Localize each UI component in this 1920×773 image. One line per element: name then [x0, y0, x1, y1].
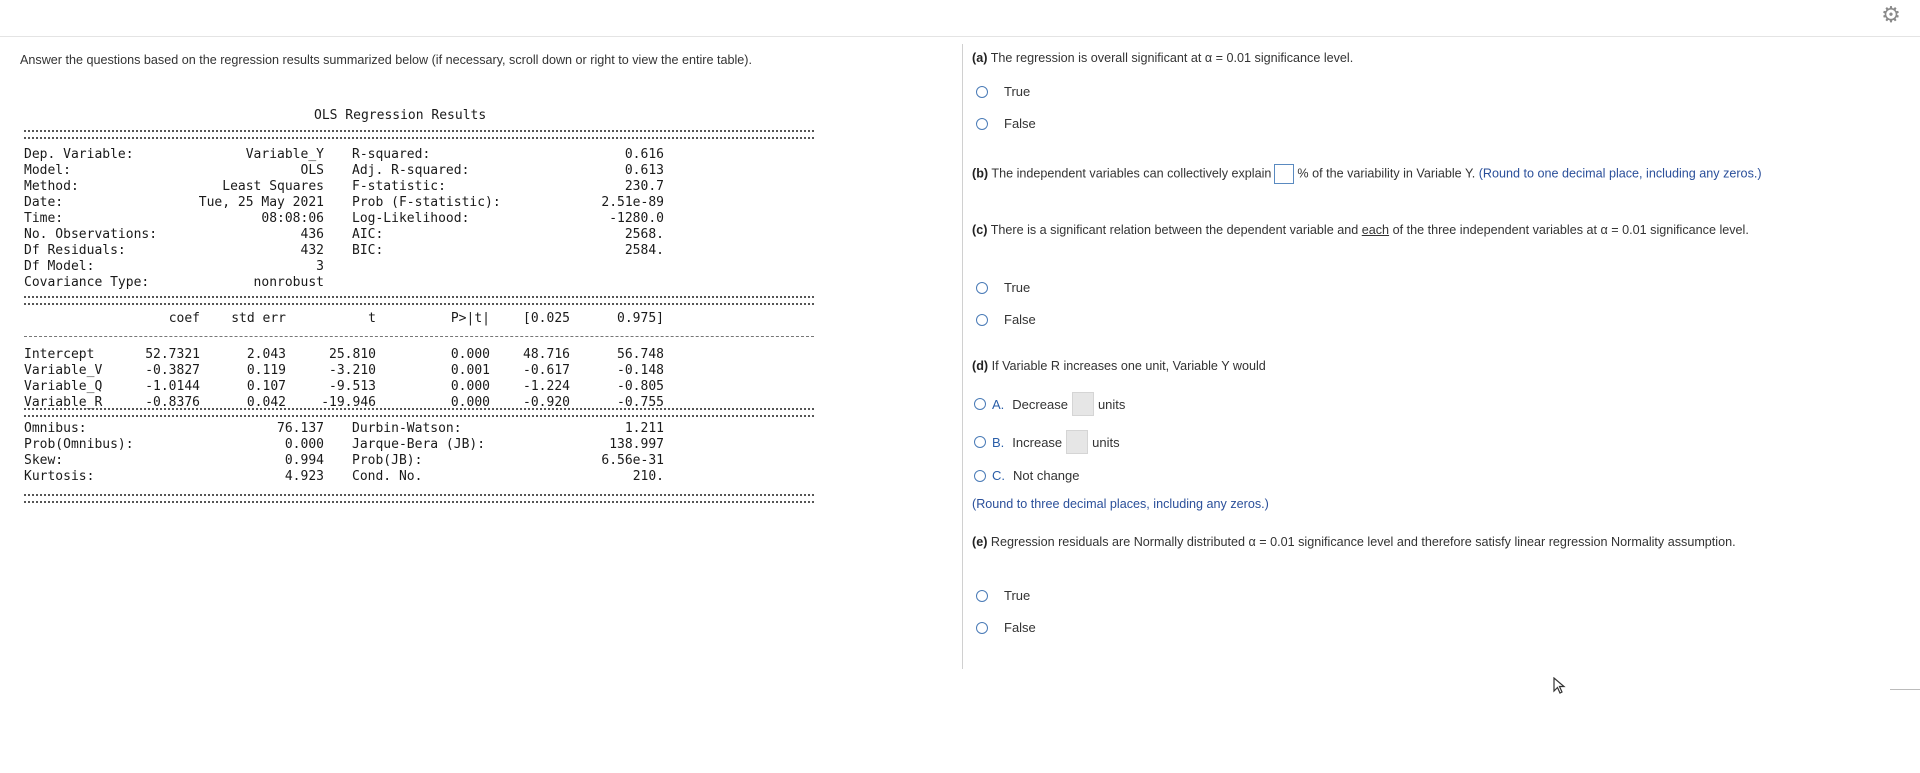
radio-circle-icon[interactable] [976, 590, 988, 602]
column-header: std err [231, 311, 286, 326]
summary-label: No. Observations: [24, 227, 158, 242]
summary-value: 436 [300, 227, 324, 242]
answer-input-d-a[interactable] [1072, 392, 1094, 416]
coef-cell: -0.920 [523, 395, 570, 410]
diag-label: Skew: [24, 453, 64, 468]
diag-value: 0.994 [284, 453, 324, 468]
radio-a-false[interactable]: False [976, 116, 1036, 131]
summary-value: -1280.0 [609, 211, 664, 226]
question-d: (d) If Variable R increases one unit, Variable Y would [972, 359, 1266, 373]
summary-label: Prob (F-statistic): [352, 195, 501, 210]
summary-label: F-statistic: [352, 179, 446, 194]
summary-label: Df Residuals: [24, 243, 126, 258]
summary-label: Date: [24, 195, 64, 210]
coef-cell: -1.0144 [145, 379, 200, 394]
coef-cell: 0.000 [450, 395, 490, 410]
summary-label: Time: [24, 211, 64, 226]
coef-row-name: Intercept [24, 347, 95, 362]
column-header: P>|t| [450, 311, 490, 326]
question-d-note: (Round to three decimal places, including any zeros.) [972, 497, 1269, 511]
divider-line [1890, 689, 1920, 690]
coef-cell: -19.946 [321, 395, 376, 410]
diag-value: 138.997 [609, 437, 664, 452]
diag-label: Omnibus: [24, 421, 87, 436]
coef-cell: -1.224 [523, 379, 570, 394]
summary-label: Model: [24, 163, 71, 178]
question-a: (a) The regression is overall significant at α = 0.01 significance level. [972, 51, 1354, 65]
diag-label: Prob(JB): [352, 453, 423, 468]
diag-value: 1.211 [624, 421, 664, 436]
column-header: [0.025 [523, 311, 570, 326]
summary-value: 0.613 [624, 163, 664, 178]
summary-value: Least Squares [222, 179, 324, 194]
question-stem [20, 52, 950, 484]
gear-icon[interactable]: ⚙ [1881, 2, 1901, 27]
radio-c-false[interactable]: False [976, 312, 1036, 327]
radio-circle-icon[interactable] [974, 436, 986, 448]
summary-value: OLS [300, 163, 324, 178]
coef-cell: -9.513 [329, 379, 376, 394]
answer-input-b[interactable] [1274, 164, 1294, 184]
coef-row-name: Variable_Q [24, 379, 103, 394]
coef-cell: 0.000 [450, 347, 490, 362]
diag-label: Jarque-Bera (JB): [352, 437, 486, 452]
coef-cell: 0.000 [450, 379, 490, 394]
option-d-c[interactable]: C. Not change [974, 468, 1080, 483]
radio-e-true[interactable]: True [976, 588, 1030, 603]
coef-cell: 52.7321 [145, 347, 200, 362]
diag-label: Cond. No. [352, 469, 423, 484]
table-rule [24, 130, 814, 139]
coef-cell: 0.042 [246, 395, 286, 410]
summary-label: AIC: [352, 227, 384, 242]
coef-row-name: Variable_V [24, 363, 103, 378]
diag-value: 76.137 [277, 421, 324, 436]
coef-cell: 0.119 [246, 363, 286, 378]
table-rule [24, 296, 814, 305]
panel-divider [962, 44, 963, 669]
radio-circle-icon[interactable] [974, 470, 986, 482]
table-rule [24, 336, 814, 337]
summary-value: 0.616 [624, 147, 664, 162]
radio-circle-icon[interactable] [976, 282, 988, 294]
radio-c-true[interactable]: True [976, 280, 1030, 295]
top-bar [0, 0, 1920, 37]
radio-circle-icon[interactable] [976, 118, 988, 130]
coef-cell: -0.8376 [145, 395, 200, 410]
summary-value: 432 [300, 243, 324, 258]
answer-input-d-b[interactable] [1066, 430, 1088, 454]
coef-cell: -0.3827 [145, 363, 200, 378]
question-e: (e) Regression residuals are Normally distributed α = 0.01 significance level and therefore satisfy linear regression Normality assumption. [972, 535, 1736, 549]
coef-cell: -0.148 [617, 363, 664, 378]
diag-value: 0.000 [284, 437, 324, 452]
coef-cell: 0.001 [450, 363, 490, 378]
summary-value: Tue, 25 May 2021 [198, 195, 324, 210]
column-header: coef [168, 311, 200, 326]
coef-cell: 25.810 [329, 347, 376, 362]
summary-value: Variable_Y [245, 147, 324, 162]
summary-label: Log-Likelihood: [352, 211, 470, 226]
summary-label: Adj. R-squared: [352, 163, 470, 178]
diag-value: 6.56e-31 [601, 453, 664, 468]
instructions-text: Answer the questions based on the regression results summarized below (if necessary, scroll down or right to view the entire table). [20, 53, 752, 67]
summary-label: Dep. Variable: [24, 147, 134, 162]
coef-cell: -3.210 [329, 363, 376, 378]
coef-cell: 56.748 [617, 347, 664, 362]
table-rule [24, 494, 814, 503]
coef-cell: 2.043 [246, 347, 286, 362]
summary-value: 08:08:06 [261, 211, 324, 226]
coef-cell: 48.716 [523, 347, 570, 362]
summary-label: Df Model: [24, 259, 95, 274]
summary-label: BIC: [352, 243, 384, 258]
question-b: (b) The independent variables can collectively explain % of the variability in Variable Y. (Round to one decimal place, including any zeros.) [972, 164, 1912, 184]
summary-value: 2568. [624, 227, 664, 242]
diag-label: Kurtosis: [24, 469, 95, 484]
radio-circle-icon[interactable] [974, 398, 986, 410]
option-d-b[interactable]: B. Increase units [974, 430, 1120, 454]
radio-a-true[interactable]: True [976, 84, 1030, 99]
coef-cell: -0.617 [523, 363, 570, 378]
table-rule [24, 408, 814, 417]
summary-label: Method: [24, 179, 79, 194]
ols-title: OLS Regression Results [314, 108, 487, 123]
coef-cell: 0.107 [246, 379, 286, 394]
column-header: 0.975] [617, 311, 664, 326]
radio-circle-icon[interactable] [976, 314, 988, 326]
question-c: (c) There is a significant relation between the dependent variable and each of the three independent variables at α = 0.01 significance level. [972, 223, 1749, 237]
coef-row-name: Variable_R [24, 395, 103, 410]
column-header: t [368, 311, 376, 326]
summary-value: 3 [316, 259, 324, 274]
option-d-a[interactable]: A. Decrease units [974, 392, 1125, 416]
mouse-pointer-icon [1553, 677, 1567, 695]
diag-value: 210. [632, 469, 664, 484]
diag-label: Prob(Omnibus): [24, 437, 134, 452]
radio-e-false[interactable]: False [976, 620, 1036, 635]
radio-circle-icon[interactable] [976, 86, 988, 98]
radio-circle-icon[interactable] [976, 622, 988, 634]
coef-cell: -0.805 [617, 379, 664, 394]
summary-value: 230.7 [624, 179, 664, 194]
summary-label: Covariance Type: [24, 275, 150, 290]
summary-label: R-squared: [352, 147, 431, 162]
summary-value: nonrobust [253, 275, 324, 290]
coef-cell: -0.755 [617, 395, 664, 410]
diag-value: 4.923 [284, 469, 324, 484]
diag-label: Durbin-Watson: [352, 421, 462, 436]
summary-value: 2.51e-89 [601, 195, 664, 210]
summary-value: 2584. [624, 243, 664, 258]
